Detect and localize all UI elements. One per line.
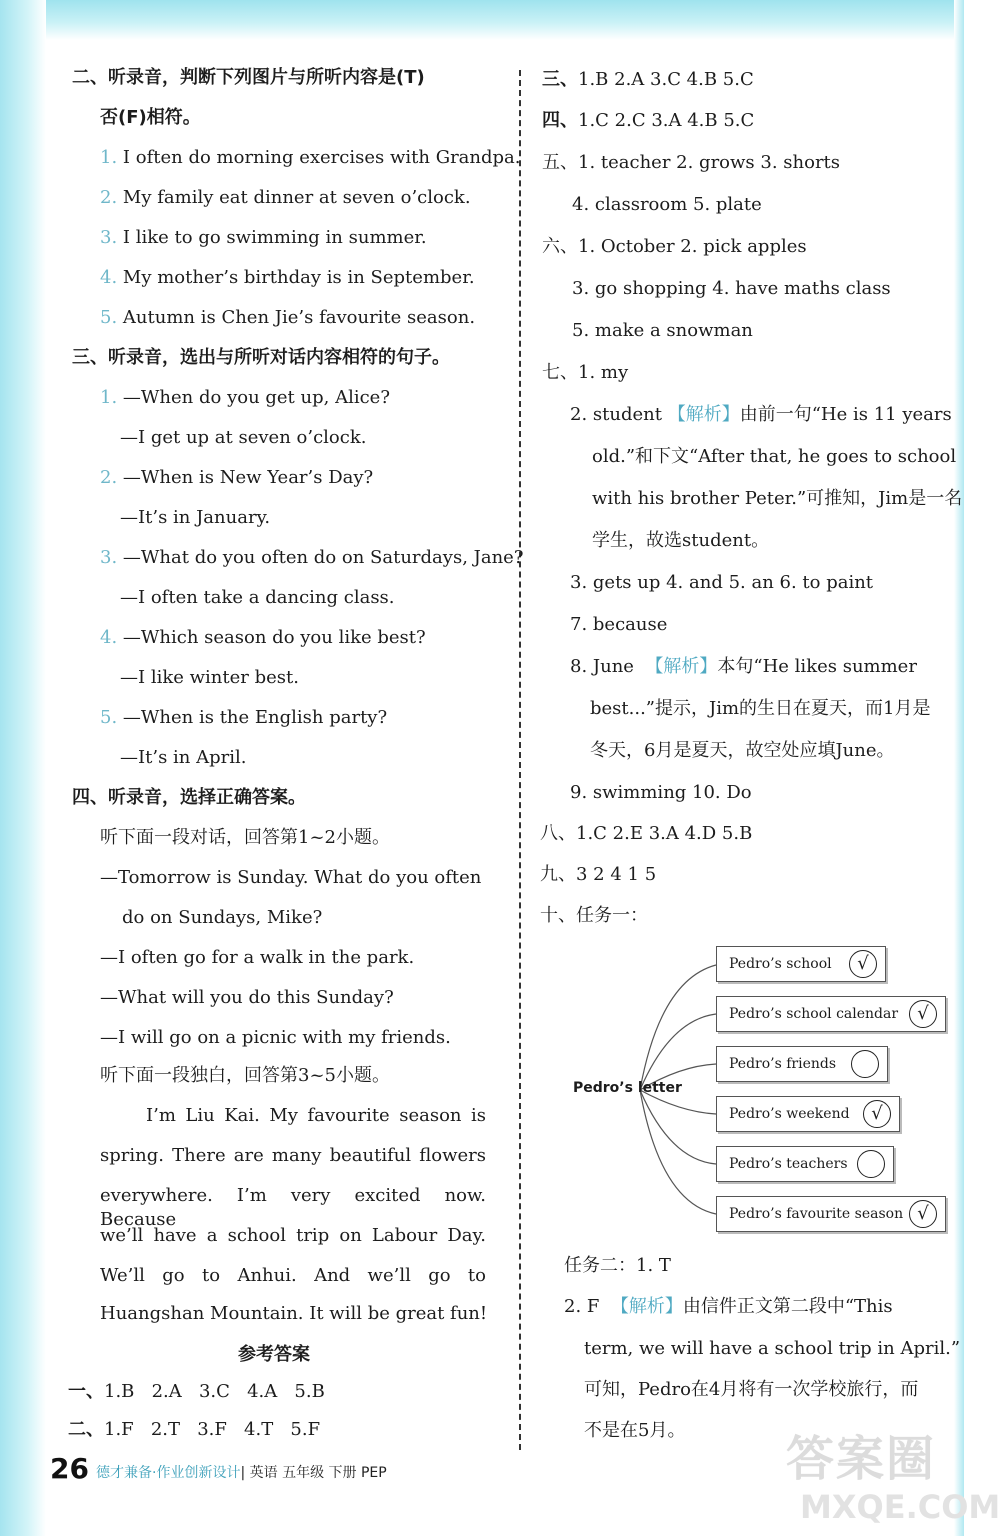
- s4-dialog-line-1: —Tomorrow is Sunday. What do you often: [100, 867, 482, 888]
- connector-favourite-season: [640, 1090, 716, 1214]
- s3-item-1-q: 1. —When do you get up, Alice?: [100, 387, 390, 408]
- s4-para-line-4: we’ll have a school trip on Labour Day.: [100, 1225, 486, 1246]
- section-3-title: 三、听录音，选出与所听对话内容相符的句子。: [72, 347, 450, 368]
- answers-part-2: 二、1.F 2.T 3.F 4.T 5.F: [68, 1419, 321, 1440]
- task2-answer-2-line4: 不是在5月。: [584, 1420, 686, 1441]
- answers-part-9: 九、3 2 4 1 5: [540, 864, 657, 885]
- page-number: 26: [50, 1452, 89, 1485]
- check-mark-circle: √: [909, 1200, 937, 1228]
- left-decorative-border: [0, 0, 46, 1536]
- answer-7-9-10: 9. swimming 10. Do: [570, 782, 752, 803]
- task2-answer-1: 任务二：1. T: [564, 1255, 671, 1276]
- answer-7-2-explanation-line1: 2. student 【解析】由前一句“He is 11 years: [570, 404, 952, 425]
- answers-title: 参考答案: [238, 1344, 310, 1365]
- answers-part-10-task1-title: 十、任务一：: [540, 905, 648, 926]
- answers-part-6-line2: 3. go shopping 4. have maths class: [572, 278, 891, 299]
- s4-dialog-line-4: —What will you do this Sunday?: [100, 987, 394, 1008]
- top-decorative-border: [0, 0, 964, 40]
- answers-part-1: 一、1.B 2.A 3.C 4.A 5.B: [68, 1381, 325, 1402]
- watermark-url: MXQE.COM: [800, 1488, 1000, 1526]
- task2-answer-2-line1: 2. F 【解析】由信件正文第二段中“This: [564, 1296, 893, 1317]
- check-mark-circle: √: [909, 1000, 937, 1028]
- s4-intro-monologue: 听下面一段独白，回答第3~5小题。: [100, 1065, 390, 1086]
- s4-dialog-line-3: —I often go for a walk in the park.: [100, 947, 415, 968]
- s2-item-2: 2. My family eat dinner at seven o’clock.: [100, 187, 471, 208]
- answer-7-3-to-6: 3. gets up 4. and 5. an 6. to paint: [570, 572, 874, 593]
- mind-map-node-school-calendar: Pedro’s school calendar √: [716, 996, 946, 1032]
- answer-7-8-explanation-line3: 冬天，6月是夏天，故空处应填June。: [590, 740, 895, 761]
- answers-part-7-line1: 七、1. my: [542, 362, 629, 383]
- answers-part-6-line3: 5. make a snowman: [572, 320, 753, 341]
- answer-7-8-explanation-line2: best...”提示，Jim的生日在夏天，而1月是: [590, 698, 931, 719]
- s3-item-4-a: —I like winter best.: [120, 667, 299, 688]
- s2-item-4: 4. My mother’s birthday is in September.: [100, 267, 475, 288]
- s3-item-1-a: —I get up at seven o’clock.: [120, 427, 367, 448]
- answers-part-5-line1: 五、1. teacher 2. grows 3. shorts: [542, 152, 841, 173]
- section-2-title-line1: 二、听录音，判断下列图片与所听内容是(T): [72, 67, 425, 88]
- s3-item-5-q: 5. —When is the English party?: [100, 707, 388, 728]
- section-2-title-line2: 否(F)相符。: [100, 107, 201, 128]
- s3-item-2-q: 2. —When is New Year’s Day?: [100, 467, 374, 488]
- answers-part-8: 八、1.C 2.E 3.A 4.D 5.B: [540, 823, 753, 844]
- answers-part-5-line2: 4. classroom 5. plate: [572, 194, 762, 215]
- task2-answer-2-line2: term, we will have a school trip in April.”: [584, 1338, 961, 1359]
- s4-para-line-5: We’ll go to Anhui. And we’ll go to: [100, 1265, 486, 1286]
- task2-answer-2-line3: 可知，Pedro在4月将有一次学校旅行，而: [584, 1379, 919, 1400]
- s4-para-line-6: Huangshan Mountain. It will be great fun!: [100, 1303, 488, 1324]
- mind-map-node-teachers: Pedro’s teachers: [716, 1146, 894, 1182]
- answers-part-4: 四、1.C 2.C 3.A 4.B 5.C: [542, 110, 755, 131]
- s4-para-line-3: everywhere. I’m very excited now. Because: [100, 1185, 486, 1230]
- s4-para-line-1: I’m Liu Kai. My favourite season is: [146, 1105, 486, 1126]
- s4-dialog-line-5: —I will go on a picnic with my friends.: [100, 1027, 451, 1048]
- s4-para-line-2: spring. There are many beautiful flowers: [100, 1145, 486, 1166]
- s4-intro-dialog: 听下面一段对话，回答第1~2小题。: [100, 827, 390, 848]
- answer-7-2-explanation-line4: 学生，故选student。: [592, 530, 770, 551]
- right-decorative-border: [954, 0, 964, 1536]
- s3-item-5-a: —It’s in April.: [120, 747, 247, 768]
- s2-item-3: 3. I like to go swimming in summer.: [100, 227, 427, 248]
- check-mark-circle: √: [863, 1100, 891, 1128]
- answers-part-6-line1: 六、1. October 2. pick apples: [542, 236, 807, 257]
- connector-calendar: [640, 1014, 716, 1090]
- s3-item-4-q: 4. —Which season do you like best?: [100, 627, 426, 648]
- column-divider: [519, 70, 521, 1450]
- s4-dialog-line-2: do on Sundays, Mike?: [122, 907, 323, 928]
- answer-7-7: 7. because: [570, 614, 668, 635]
- watermark-logo: 答案圈: [786, 1431, 937, 1487]
- check-mark-circle: √: [849, 950, 877, 978]
- s3-item-3-q: 3. —What do you often do on Saturdays, Jane?: [100, 547, 524, 568]
- mind-map-node-school: Pedro’s school √: [716, 946, 886, 982]
- answers-part-3: 三、1.B 2.A 3.C 4.B 5.C: [542, 69, 754, 90]
- answer-7-8-explanation-line1: 8. June 【解析】本句“He likes summer: [570, 656, 917, 677]
- s2-item-1: 1. I often do morning exercises with Grandpa.: [100, 147, 521, 168]
- mind-map-node-friends: Pedro’s friends: [716, 1046, 888, 1082]
- mind-map-center: Pedro’s letter: [573, 1080, 682, 1096]
- connector-teachers: [640, 1090, 716, 1164]
- s2-item-5: 5. Autumn is Chen Jie’s favourite season.: [100, 307, 476, 328]
- empty-circle: [851, 1050, 879, 1078]
- s3-item-2-a: —It’s in January.: [120, 507, 271, 528]
- section-4-title: 四、听录音，选择正确答案。: [72, 787, 306, 808]
- s3-item-3-a: —I often take a dancing class.: [120, 587, 395, 608]
- footer-book-info: 德才兼备·作业创新设计| 英语 五年级 下册 PEP: [96, 1465, 387, 1481]
- mind-map-node-weekend: Pedro’s weekend √: [716, 1096, 900, 1132]
- answer-7-2-explanation-line2: old.”和下文“After that, he goes to school: [592, 446, 957, 467]
- answer-7-2-explanation-line3: with his brother Peter.”可推知，Jim是一名: [592, 488, 963, 509]
- mind-map-node-favourite-season: Pedro’s favourite season √: [716, 1196, 946, 1232]
- empty-circle: [857, 1150, 885, 1178]
